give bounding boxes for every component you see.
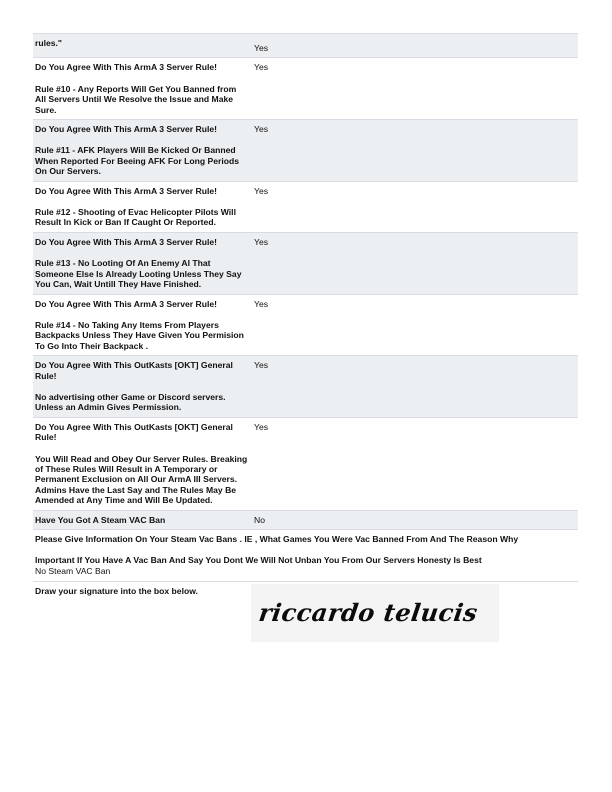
question <box>33 58 251 119</box>
rule-text: Rule #14 - No Taking Any Items From Players Backpacks Unless They Have Given You Permision To Go Into Their Backpack . <box>35 319 244 351</box>
question-text: Do You Agree With This ArmA 3 Server Rule! <box>35 298 218 309</box>
signature-cell <box>251 582 578 646</box>
answer: Yes <box>251 356 578 417</box>
form-row <box>33 232 578 294</box>
rule-text: You Will Read and Obey Our Server Rules. Breaking of These Rules Will Result in A Temporary or Permanent Exclusion on All Our ArmA III Servers. <box>35 453 248 485</box>
question <box>33 182 251 232</box>
info-block <box>33 530 520 581</box>
answer: No <box>251 511 578 529</box>
answer: Yes <box>254 185 269 196</box>
form-row <box>33 529 578 581</box>
question <box>33 233 251 294</box>
rule-text: Rule #13 - No Looting Of An Enemy AI That Someone Else Is Already Looting Unless They Say You Can, Wait Untill They Have Finished. <box>35 258 242 290</box>
answer: Yes <box>251 120 578 181</box>
signature-image: riccardo telucis <box>257 598 480 628</box>
question-text: Do You Agree With This ArmA 3 Server Rule! <box>35 124 218 135</box>
form-row <box>33 581 578 646</box>
question-text: Please Give Information On Your Steam Vac Bans . IE , What Games You Were Vac Banned From And The Reason Why <box>35 534 519 544</box>
question-text: Do You Agree With This ArmA 3 Server Rule! <box>35 185 218 196</box>
signature-label: Draw your signature into the box below. <box>35 586 198 597</box>
form-row <box>33 181 578 232</box>
question-text: Do You Agree With This OutKasts [OKT] General Rule! <box>35 360 233 381</box>
answer: Yes <box>254 298 269 309</box>
rule-text: Rule #12 - Shooting of Evac Helicopter Pilots Will Result In Kick or Ban If Caught Or Reported. <box>35 207 236 228</box>
answer: No Steam VAC Ban <box>35 565 111 576</box>
form-row <box>33 510 578 529</box>
question <box>33 356 251 417</box>
question-text: Do You Agree With This OutKasts [OKT] General Rule! <box>35 421 233 443</box>
form-row <box>33 294 578 356</box>
rule-text: Rule #11 - AFK Players Will Be Kicked Or Banned When Reported For Beeing AFK For Long Periods On Our Servers. <box>35 145 240 177</box>
form-row <box>33 119 578 181</box>
question <box>33 582 251 646</box>
form-row <box>33 33 578 57</box>
rule-text: Rule #10 - Any Reports Will Get You Banned from All Servers Until We Resolve the Issue and Make Sure. <box>35 83 237 115</box>
answer: Yes <box>254 62 269 73</box>
question <box>33 418 251 510</box>
question <box>33 295 251 356</box>
form-row <box>33 355 578 417</box>
question-text: Do You Agree With This ArmA 3 Server Rule! <box>35 62 218 73</box>
question <box>33 34 251 57</box>
rule-text: Admins Have the Last Say and The Rules May Be Amended at Any Time and Will Be Updated. <box>35 484 237 506</box>
question <box>33 120 251 181</box>
question <box>33 511 251 529</box>
question-text: Have You Got A Steam VAC Ban <box>35 514 166 525</box>
rule-text: No advertising other Game or Discord servers. Unless an Admin Gives Permission. <box>35 391 226 413</box>
question-text: rules." <box>35 38 63 48</box>
form-row <box>33 417 578 510</box>
answer: Yes <box>251 233 578 294</box>
form-sheet <box>33 33 578 646</box>
answer: Yes <box>251 34 578 57</box>
form-row <box>33 57 578 119</box>
answer: Yes <box>254 421 269 432</box>
question-text: Do You Agree With This ArmA 3 Server Rule! <box>35 236 218 247</box>
signature-box <box>251 584 499 642</box>
important-note: Important If You Have A Vac Ban And Say You Dont We Will Not Unban You From Our Servers Honesty Is Best <box>35 555 482 566</box>
